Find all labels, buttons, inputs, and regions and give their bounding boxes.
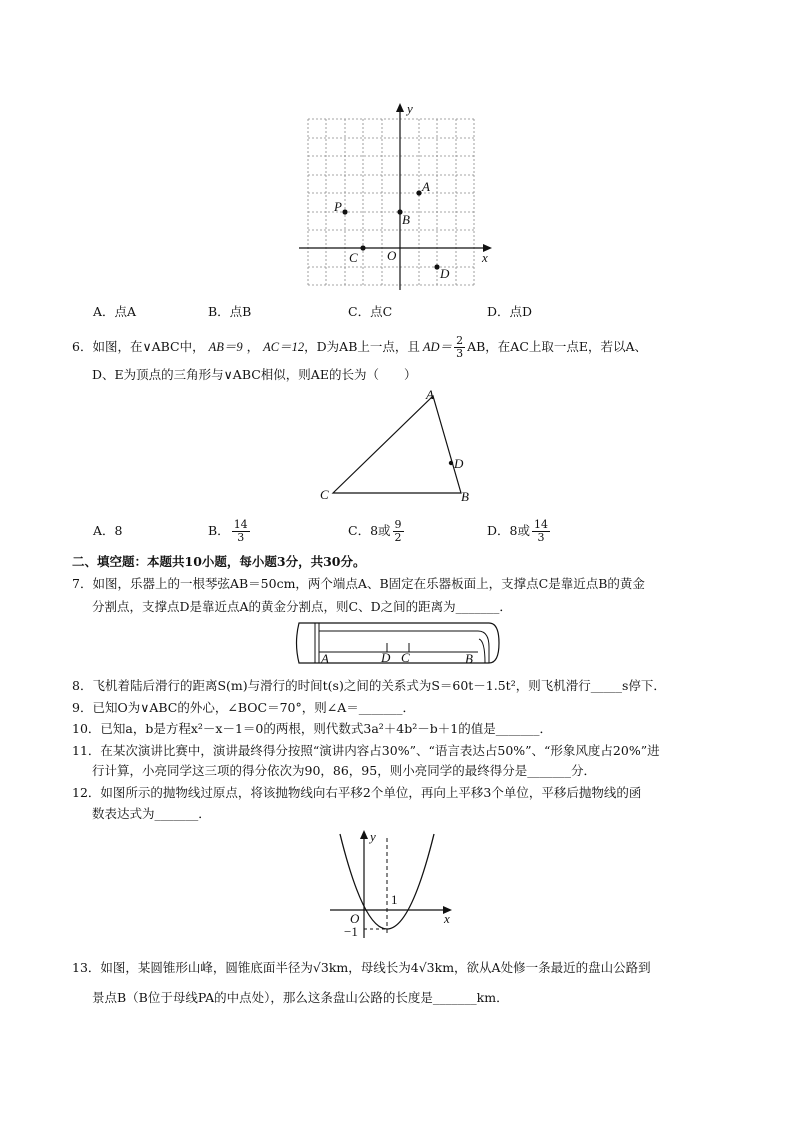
q6-number: 6．	[72, 339, 93, 354]
label-d: D	[381, 650, 391, 665]
label-c: C	[349, 250, 358, 265]
q12-line2: 数表达式为_______．	[92, 806, 211, 821]
q5-option-d: D．点D	[487, 304, 533, 319]
q7-line1	[72, 575, 645, 593]
q7-text-1: 如图，乐器上的一根琴弦AB＝50cm，两个端点A、B固定在乐器板面上，支撑点C是靠近点B的黄金	[92, 576, 645, 591]
y-axis-arrow	[360, 830, 368, 839]
q6-option-c-prefix: C．8或	[348, 523, 391, 538]
point-c	[360, 245, 365, 250]
q5-option-c: C．点C	[348, 304, 393, 319]
q13-number: 13．	[72, 960, 101, 975]
q11-number: 11．	[72, 743, 101, 758]
label-a: A	[321, 651, 329, 666]
label-a: A	[426, 387, 434, 402]
q6-option-b	[208, 516, 252, 546]
q13-line1	[72, 959, 651, 977]
q6-option-a: A．8	[93, 523, 123, 538]
q6-line1: 6．如图，在∨ABC中， AB＝9 ， AC＝12，D为AB上一点，且 AD＝ $\frac{2}{3}$ AB，在AC上取一点E，若以A、	[72, 334, 648, 360]
point-d	[449, 461, 453, 465]
q6-option-d-num: 14	[533, 518, 548, 531]
q9-number: 9．	[72, 700, 93, 715]
q12-number: 12．	[72, 785, 101, 800]
label-c: C	[401, 650, 410, 665]
q6-option-c	[348, 516, 406, 546]
q6-text-a: 如图，在∨ABC中，	[92, 339, 205, 354]
q6-option-d-den: 3	[537, 531, 545, 544]
point-d	[434, 264, 439, 269]
label-x: x	[444, 911, 450, 926]
q6-fraction	[454, 335, 465, 360]
label-y: y	[407, 101, 413, 116]
q10-number: 10．	[72, 721, 101, 736]
y-axis-arrow	[396, 103, 404, 112]
q6-option-c-num: 9	[394, 518, 402, 531]
label-o: O	[387, 248, 397, 263]
q6-option-d	[487, 516, 552, 546]
q6-option-c-frac	[393, 519, 404, 544]
q6-text-b: ，D为AB上一点，且	[304, 339, 420, 354]
q11-line1	[72, 742, 660, 760]
q6-line2: D、E为顶点的三角形与∨ABC相似，则AE的长为（ ）	[92, 367, 417, 382]
q6-triangle-figure	[316, 385, 481, 505]
q6-option-d-prefix: D．8或	[487, 523, 530, 538]
label-neg-one: −1	[344, 924, 358, 939]
label-c: C	[320, 487, 329, 502]
q7-line2: 分割点，支撑点D是靠近点A的黄金分割点，则C、D之间的距离为_______．	[92, 599, 512, 614]
q6-frac-num: 2	[456, 334, 464, 347]
q12-text-1: 如图所示的抛物线过原点，将该抛物线向右平移2个单位，再向上平移3个单位，平移后抛物线的函	[100, 785, 642, 800]
q13-text-1: 如图，某圆锥形山峰，圆锥底面半径为√3km，母线长为4√3km，欲从A处修一条最近的盘山公路到	[100, 960, 651, 975]
q8-number: 8．	[72, 678, 93, 693]
q6-frac-den: 3	[456, 347, 464, 360]
q5-coordinate-figure	[296, 100, 501, 290]
triangle-abc	[333, 396, 461, 493]
label-a: A	[422, 179, 430, 194]
q13-line2: 景点B（B位于母线PA的中点处），那么这条盘山公路的长度是_______km．	[92, 990, 509, 1005]
label-d: D	[440, 266, 450, 281]
q6-text-c: AB，在AC上取一点E，若以A、	[467, 339, 648, 354]
q10-line	[72, 720, 552, 738]
point-a	[416, 190, 421, 195]
label-b: B	[465, 651, 473, 666]
q5-option-a: A．点A	[93, 304, 137, 319]
q6-option-c-den: 2	[394, 531, 402, 544]
q6-ad: AD＝	[422, 340, 453, 354]
label-x: x	[482, 250, 488, 265]
q6-option-b-den: 3	[237, 531, 245, 544]
label-b: B	[461, 489, 469, 504]
q8-text: 飞机着陆后滑行的距离S(m)与滑行的时间t(s)之间的关系式为S＝60t－1.5t²，则飞机滑行_____s停下．	[92, 678, 666, 693]
q9-text: 已知O为∨ABC的外心，∠BOC＝70°，则∠A＝_______．	[92, 700, 415, 715]
q6-option-b-frac	[232, 519, 250, 544]
label-o: O	[350, 911, 360, 926]
q9-line	[72, 699, 415, 717]
label-d: D	[454, 456, 464, 471]
label-y: y	[370, 829, 376, 844]
q7-instrument-figure	[293, 619, 501, 667]
right-bridge-inner	[479, 639, 485, 663]
q6-option-d-frac	[532, 519, 550, 544]
q12-parabola-figure	[326, 826, 461, 942]
point-p	[342, 209, 347, 214]
q11-text-1: 在某次演讲比赛中，演讲最终得分按照“演讲内容占30%”、“语言表达占50%”、“形象风度占20%”进	[100, 743, 660, 758]
label-one: 1	[391, 892, 398, 907]
q10-text: 已知a，b是方程x²－x－1＝0的两根，则代数式3a²＋4b²－b＋1的值是_______．	[100, 721, 552, 736]
q6-ac: AC＝12	[263, 340, 305, 354]
label-b: B	[402, 212, 410, 227]
q6-option-b-num: 14	[233, 518, 248, 531]
q6-option-b-prefix: B．	[208, 523, 230, 538]
q11-line2: 行计算，小亮同学这三项的得分依次为90，86，95，则小亮同学的最终得分是_______分．	[92, 763, 596, 778]
q6-ab: AB＝9	[208, 340, 243, 354]
q12-line1	[72, 784, 641, 802]
q8-line	[72, 677, 666, 695]
label-p: P	[334, 199, 342, 214]
section-heading: 二、填空题：本题共10小题，每小题3分，共30分。	[72, 554, 366, 569]
q7-number: 7．	[72, 576, 93, 591]
q5-option-b: B．点B	[208, 304, 252, 319]
